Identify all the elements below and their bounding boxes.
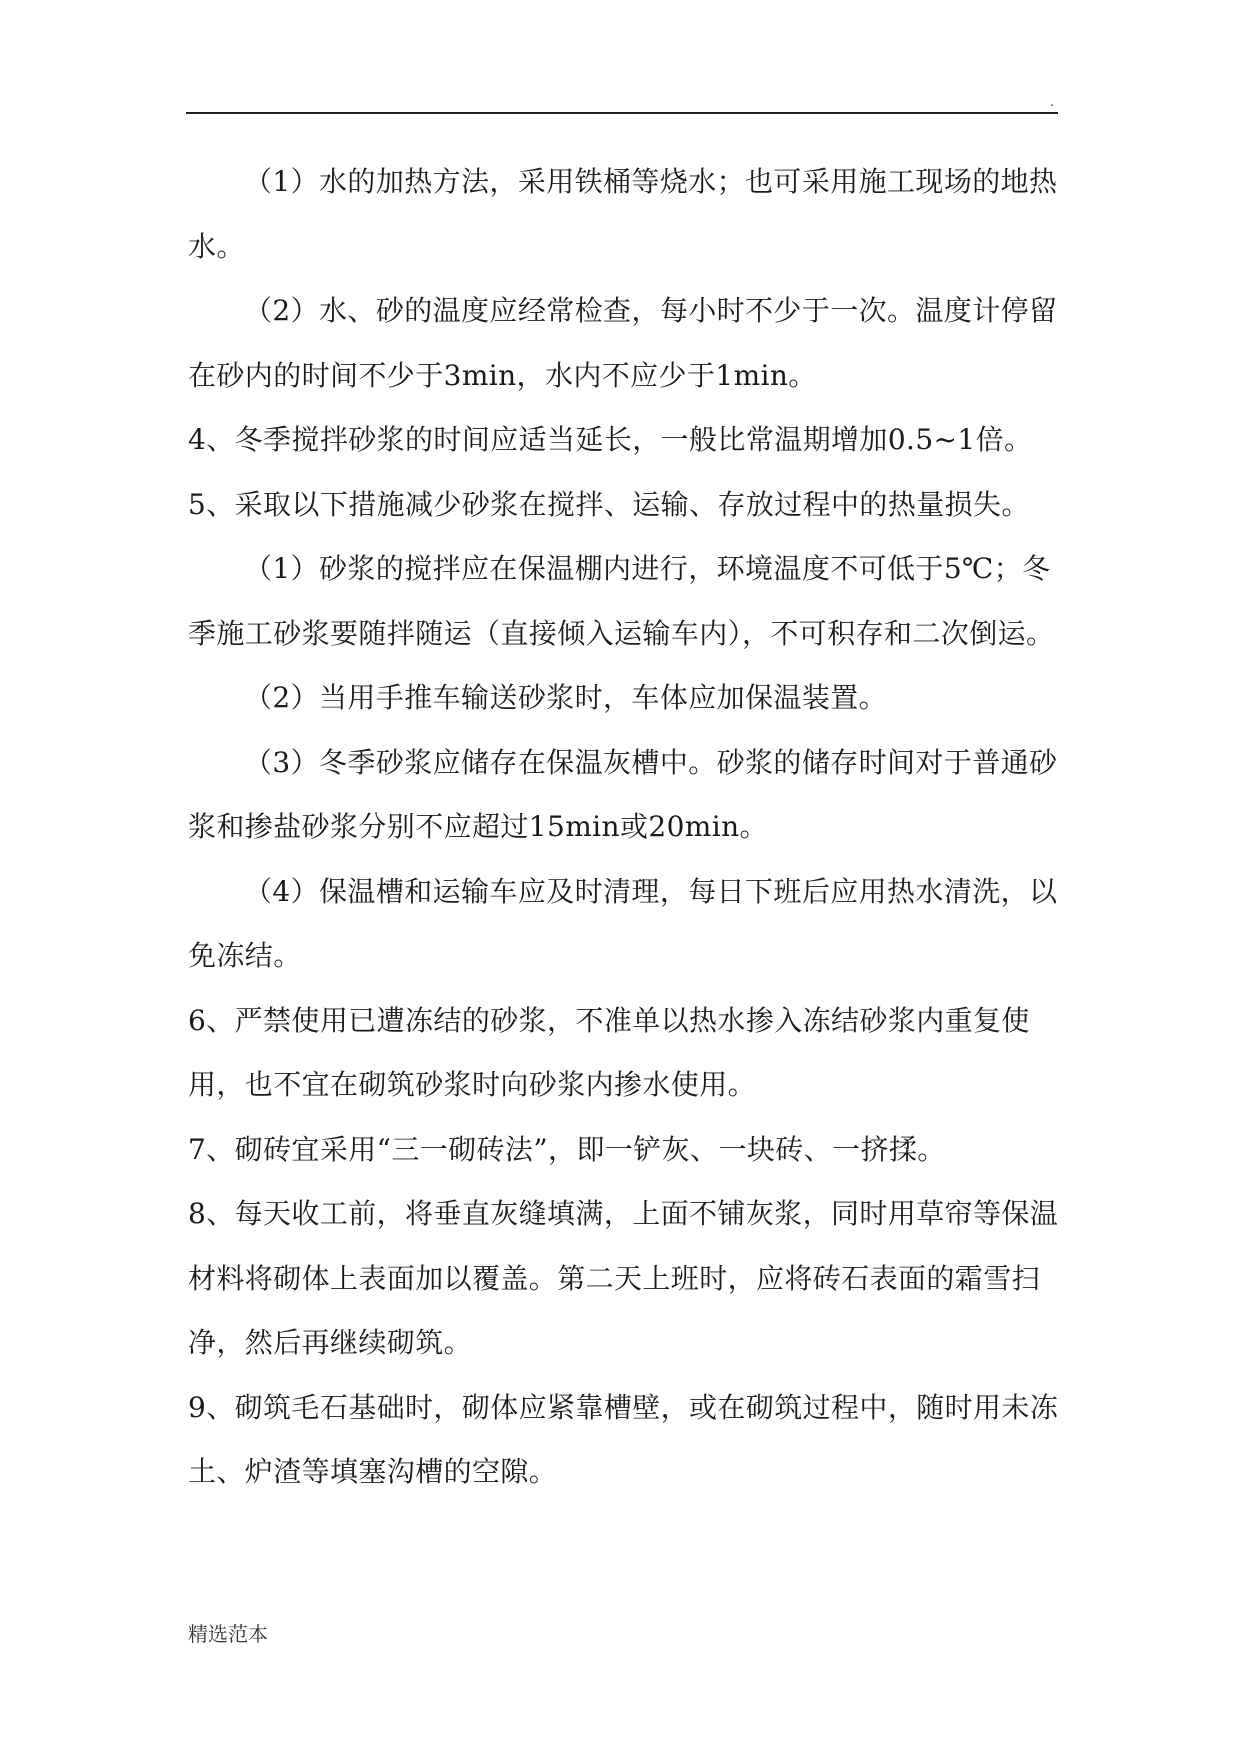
paragraph-6: （2）当用手推车输送砂浆时，车体应加保温装置。 xyxy=(244,681,888,714)
paragraph-9: 6、严禁使用已遭冻结的砂浆，不准单以热水掺入冻结砂浆内重复使用，也不宜在砌筑砂浆时向砂浆内掺水使用。 xyxy=(188,1003,1030,1101)
paragraph-4: 5、采取以下措施减少砂浆在搅拌、运输、存放过程中的热量损失。 xyxy=(188,487,1030,521)
header-mark: . xyxy=(1050,95,1054,109)
paragraph-11: 8、每天收工前，将垂直灰缝填满，上面不铺灰浆，同时用草帘等保温材料将砌体上表面加以覆盖。第二天上班时，应将砖石表面的霜雪扫净，然后再继续砌筑。 xyxy=(188,1197,1059,1359)
paragraph-5: （1）砂浆的搅拌应在保温棚内进行，环境温度不可低于5℃；冬季施工砂浆要随拌随运（直接倾入运输车内），不可积存和二次倒运。 xyxy=(188,552,1055,650)
paragraph-1: （1）水的加热方法，采用铁桶等烧水；也可采用施工现场的地热水。 xyxy=(188,165,1058,263)
document-body xyxy=(188,150,1060,1505)
paragraph-3: 4、冬季搅拌砂浆的时间应适当延长，一般比常温期增加0.5~1倍。 xyxy=(188,423,1033,456)
header-rule xyxy=(186,112,1058,114)
paragraph-12: 9、砌筑毛石基础时，砌体应紧靠槽壁，或在砌筑过程中，随时用未冻土、炉渣等填塞沟槽的空隙。 xyxy=(188,1390,1059,1488)
paragraph-7: （3）冬季砂浆应储存在保温灰槽中。砂浆的储存时间对于普通砂浆和掺盐砂浆分别不应超过15min或20min。 xyxy=(188,745,1058,843)
footer-label: 精选范本 xyxy=(188,1622,268,1646)
paragraph-10: 7、砌砖宜采用“三一砌砖法”，即一铲灰、一块砖、一挤揉。 xyxy=(188,1132,946,1166)
paragraph-2: （2）水、砂的温度应经常检查，每小时不少于一次。温度计停留在砂内的时间不少于3min，水内不应少于1min。 xyxy=(188,294,1058,392)
paragraph-8: （4）保温槽和运输车应及时清理，每日下班后应用热水清洗，以免冻结。 xyxy=(188,874,1058,972)
